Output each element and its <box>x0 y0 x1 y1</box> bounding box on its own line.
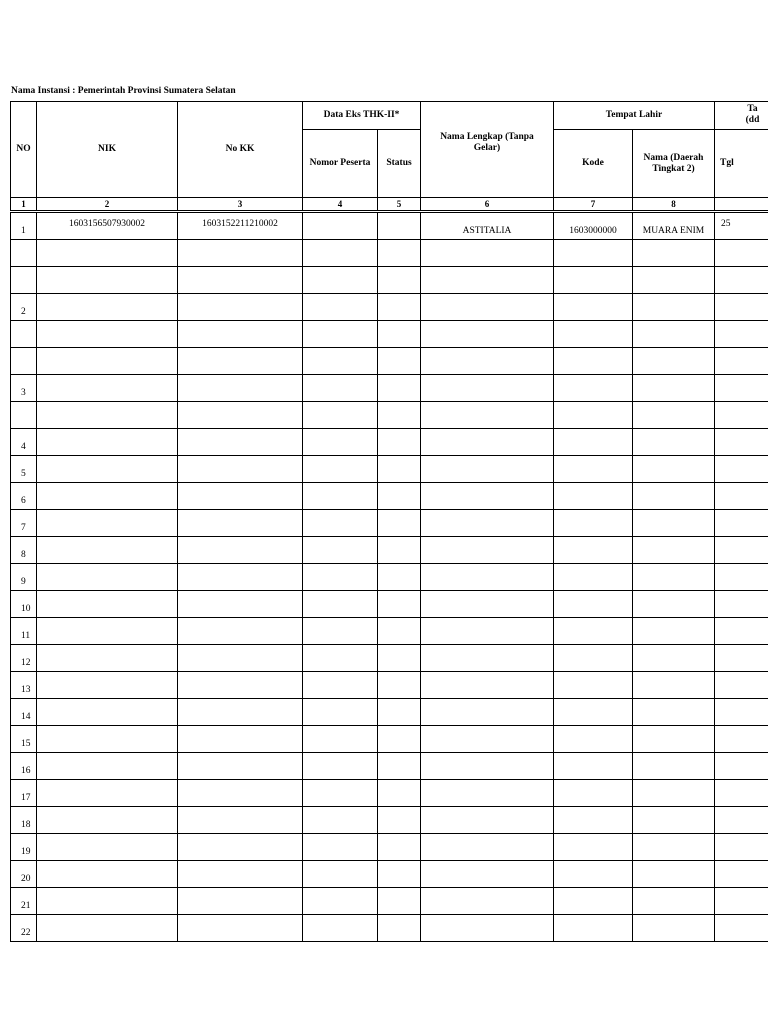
kode-cell <box>554 240 633 267</box>
nama-lengkap-cell <box>421 267 554 294</box>
nama-lengkap-cell <box>421 294 554 321</box>
status-cell <box>378 672 421 699</box>
row-number: 1 <box>11 213 37 240</box>
row-number: 4 <box>11 429 37 456</box>
status-cell <box>378 726 421 753</box>
nomor-peserta-cell <box>303 429 378 456</box>
nomor-peserta-cell <box>303 618 378 645</box>
nomor-peserta-cell <box>303 753 378 780</box>
nik-cell <box>37 375 178 402</box>
nik-cell <box>37 618 178 645</box>
status-cell <box>378 321 421 348</box>
kode-cell <box>554 267 633 294</box>
nik-cell <box>37 672 178 699</box>
kode-cell <box>554 888 633 915</box>
column-number: 6 <box>421 198 554 211</box>
no-kk-cell <box>178 780 303 807</box>
nik-cell <box>37 240 178 267</box>
nomor-peserta-cell <box>303 321 378 348</box>
no-kk-cell <box>178 564 303 591</box>
tgl-cell <box>715 807 768 834</box>
no-kk-cell <box>178 456 303 483</box>
nama-lengkap-cell <box>421 375 554 402</box>
no-kk-cell <box>178 240 303 267</box>
nomor-peserta-cell <box>303 267 378 294</box>
tgl-cell <box>715 888 768 915</box>
col-nomor-peserta-header: Nomor Peserta <box>303 130 378 198</box>
nomor-peserta-cell <box>303 834 378 861</box>
table-row <box>11 807 768 834</box>
tgl-cell <box>715 564 768 591</box>
nama-daerah-cell <box>633 834 715 861</box>
nik-cell <box>37 294 178 321</box>
nomor-peserta-cell <box>303 645 378 672</box>
nomor-peserta-cell <box>303 240 378 267</box>
nama-daerah-cell <box>633 267 715 294</box>
no-kk-cell <box>178 699 303 726</box>
kode-cell: 1603000000 <box>554 213 633 240</box>
no-kk-cell <box>178 348 303 375</box>
no-kk-cell <box>178 834 303 861</box>
nama-daerah-cell <box>633 429 715 456</box>
status-cell <box>378 456 421 483</box>
table-row <box>11 753 768 780</box>
column-number: 1 <box>11 198 37 211</box>
row-number: 19 <box>11 834 37 861</box>
nama-daerah-cell <box>633 807 715 834</box>
status-cell <box>378 402 421 429</box>
table-row <box>11 672 768 699</box>
nama-lengkap-cell <box>421 672 554 699</box>
nama-daerah-cell <box>633 564 715 591</box>
status-cell <box>378 591 421 618</box>
nomor-peserta-cell <box>303 591 378 618</box>
nik-cell <box>37 510 178 537</box>
row-number: 3 <box>11 375 37 402</box>
column-number: 7 <box>554 198 633 211</box>
no-kk-cell <box>178 861 303 888</box>
no-kk-cell <box>178 375 303 402</box>
nomor-peserta-cell <box>303 537 378 564</box>
tgl-cell <box>715 348 768 375</box>
row-number <box>11 402 37 429</box>
nomor-peserta-cell <box>303 564 378 591</box>
nama-lengkap-cell <box>421 807 554 834</box>
nama-lengkap-cell <box>421 753 554 780</box>
table-row <box>11 888 768 915</box>
nama-lengkap-cell <box>421 591 554 618</box>
status-cell <box>378 888 421 915</box>
nama-daerah-cell <box>633 915 715 942</box>
kode-cell <box>554 375 633 402</box>
no-kk-cell <box>178 753 303 780</box>
nomor-peserta-cell <box>303 726 378 753</box>
kode-cell <box>554 807 633 834</box>
kode-cell <box>554 402 633 429</box>
column-number: 8 <box>633 198 715 211</box>
nama-daerah-cell <box>633 537 715 564</box>
kode-cell <box>554 348 633 375</box>
table-row <box>11 564 768 591</box>
kode-cell <box>554 699 633 726</box>
tgl-cell <box>715 429 768 456</box>
nama-daerah-cell <box>633 726 715 753</box>
col-tanggal-label: Ta <box>747 104 758 114</box>
nomor-peserta-cell <box>303 888 378 915</box>
nik-cell <box>37 537 178 564</box>
table-row <box>11 456 768 483</box>
nomor-peserta-cell <box>303 699 378 726</box>
no-kk-cell <box>178 591 303 618</box>
status-cell <box>378 618 421 645</box>
nomor-peserta-cell <box>303 456 378 483</box>
status-cell <box>378 429 421 456</box>
status-cell <box>378 348 421 375</box>
nama-daerah-cell <box>633 888 715 915</box>
no-kk-cell <box>178 618 303 645</box>
nama-lengkap-cell <box>421 348 554 375</box>
nomor-peserta-cell <box>303 375 378 402</box>
data-table <box>10 101 768 942</box>
no-kk-cell <box>178 672 303 699</box>
nama-daerah-cell <box>633 672 715 699</box>
status-cell <box>378 267 421 294</box>
tgl-cell <box>715 780 768 807</box>
nik-cell <box>37 807 178 834</box>
nik-cell <box>37 402 178 429</box>
kode-cell <box>554 456 633 483</box>
nama-daerah-cell <box>633 510 715 537</box>
col-tempat-lahir-header: Tempat Lahir <box>554 102 715 130</box>
nama-lengkap-cell <box>421 618 554 645</box>
row-number: 9 <box>11 564 37 591</box>
table-row <box>11 348 768 375</box>
tgl-cell <box>715 645 768 672</box>
kode-cell <box>554 645 633 672</box>
table-row <box>11 699 768 726</box>
row-number <box>11 267 37 294</box>
col-nama-daerah-header: Nama (Daerah Tingkat 2) <box>633 130 715 198</box>
nama-lengkap-cell <box>421 240 554 267</box>
status-cell <box>378 213 421 240</box>
row-number: 11 <box>11 618 37 645</box>
nama-lengkap-cell <box>421 888 554 915</box>
nik-cell <box>37 915 178 942</box>
form-sheet <box>10 101 768 944</box>
row-number: 5 <box>11 456 37 483</box>
nik-cell <box>37 645 178 672</box>
table-row <box>11 537 768 564</box>
column-number: 2 <box>37 198 178 211</box>
col-nama-lengkap-header: Nama Lengkap (Tanpa Gelar) <box>421 102 554 198</box>
no-kk-cell <box>178 537 303 564</box>
row-number: 2 <box>11 294 37 321</box>
nama-lengkap-cell <box>421 456 554 483</box>
col-tanggal-format: (dd <box>745 115 760 125</box>
nama-lengkap-cell <box>421 726 554 753</box>
nik-cell <box>37 267 178 294</box>
nama-daerah-cell <box>633 645 715 672</box>
kode-cell <box>554 321 633 348</box>
status-cell <box>378 861 421 888</box>
table-row <box>11 213 768 240</box>
nama-lengkap-cell <box>421 834 554 861</box>
table-row <box>11 915 768 942</box>
nomor-peserta-cell <box>303 483 378 510</box>
column-number: 4 <box>303 198 378 211</box>
col-kode-header: Kode <box>554 130 633 198</box>
tgl-cell <box>715 699 768 726</box>
tgl-cell <box>715 915 768 942</box>
nama-daerah-cell <box>633 483 715 510</box>
status-cell <box>378 753 421 780</box>
kode-cell <box>554 294 633 321</box>
col-tgl-header: Tgl <box>715 130 768 198</box>
no-kk-cell <box>178 645 303 672</box>
col-data-eks-header: Data Eks THK-II* <box>303 102 421 130</box>
nomor-peserta-cell <box>303 402 378 429</box>
nik-cell <box>37 861 178 888</box>
kode-cell <box>554 537 633 564</box>
kode-cell <box>554 915 633 942</box>
row-number: 15 <box>11 726 37 753</box>
nik-cell <box>37 699 178 726</box>
col-status-header: Status <box>378 130 421 198</box>
tgl-cell <box>715 321 768 348</box>
row-number: 14 <box>11 699 37 726</box>
kode-cell <box>554 672 633 699</box>
row-number: 22 <box>11 915 37 942</box>
row-number: 10 <box>11 591 37 618</box>
table-row <box>11 618 768 645</box>
row-number: 21 <box>11 888 37 915</box>
table-row <box>11 510 768 537</box>
table-row <box>11 402 768 429</box>
table-row <box>11 780 768 807</box>
table-row <box>11 726 768 753</box>
row-number: 18 <box>11 807 37 834</box>
table-row <box>11 321 768 348</box>
table-row <box>11 645 768 672</box>
nama-lengkap-cell <box>421 537 554 564</box>
table-row <box>11 375 768 402</box>
nomor-peserta-cell <box>303 780 378 807</box>
table-row <box>11 591 768 618</box>
nama-lengkap-cell <box>421 861 554 888</box>
nama-daerah-cell <box>633 240 715 267</box>
column-number <box>715 198 768 211</box>
table-row <box>11 483 768 510</box>
row-number <box>11 321 37 348</box>
tgl-cell <box>715 753 768 780</box>
nik-cell <box>37 321 178 348</box>
tgl-cell <box>715 834 768 861</box>
no-kk-cell <box>178 294 303 321</box>
no-kk-cell <box>178 321 303 348</box>
nama-lengkap-cell <box>421 483 554 510</box>
tgl-cell <box>715 861 768 888</box>
no-kk-cell <box>178 888 303 915</box>
no-kk-cell <box>178 429 303 456</box>
tgl-cell <box>715 456 768 483</box>
nama-daerah-cell <box>633 294 715 321</box>
tgl-cell <box>715 375 768 402</box>
nik-cell <box>37 726 178 753</box>
table-row <box>11 861 768 888</box>
nik-cell <box>37 591 178 618</box>
nik-cell: 1603156507930002 <box>37 213 178 240</box>
nama-lengkap-cell <box>421 321 554 348</box>
row-number: 7 <box>11 510 37 537</box>
nama-daerah-cell <box>633 699 715 726</box>
status-cell <box>378 699 421 726</box>
tgl-cell <box>715 510 768 537</box>
nik-cell <box>37 483 178 510</box>
row-number: 6 <box>11 483 37 510</box>
nama-daerah-cell <box>633 753 715 780</box>
kode-cell <box>554 429 633 456</box>
nama-lengkap-cell <box>421 915 554 942</box>
status-cell <box>378 294 421 321</box>
status-cell <box>378 780 421 807</box>
row-number: 16 <box>11 753 37 780</box>
tgl-cell <box>715 402 768 429</box>
kode-cell <box>554 861 633 888</box>
table-row <box>11 267 768 294</box>
nama-daerah-cell <box>633 618 715 645</box>
no-kk-cell <box>178 807 303 834</box>
col-tanggal-header <box>715 102 768 130</box>
kode-cell <box>554 726 633 753</box>
kode-cell <box>554 780 633 807</box>
nama-lengkap-cell <box>421 429 554 456</box>
nama-daerah-cell <box>633 348 715 375</box>
nik-cell <box>37 564 178 591</box>
nomor-peserta-cell <box>303 807 378 834</box>
kode-cell <box>554 510 633 537</box>
status-cell <box>378 834 421 861</box>
nomor-peserta-cell <box>303 510 378 537</box>
no-kk-cell <box>178 726 303 753</box>
tgl-cell <box>715 240 768 267</box>
nomor-peserta-cell <box>303 294 378 321</box>
col-no-header: NO <box>11 102 37 198</box>
nama-daerah-cell <box>633 375 715 402</box>
nama-lengkap-cell <box>421 564 554 591</box>
row-number: 13 <box>11 672 37 699</box>
table-row <box>11 240 768 267</box>
nama-lengkap-cell <box>421 402 554 429</box>
no-kk-cell <box>178 402 303 429</box>
nomor-peserta-cell <box>303 213 378 240</box>
tgl-cell <box>715 672 768 699</box>
nama-daerah-cell <box>633 780 715 807</box>
tgl-cell <box>715 618 768 645</box>
row-number: 12 <box>11 645 37 672</box>
nik-cell <box>37 834 178 861</box>
column-number: 5 <box>378 198 421 211</box>
nomor-peserta-cell <box>303 915 378 942</box>
table-row <box>11 834 768 861</box>
tgl-cell <box>715 267 768 294</box>
nama-lengkap-cell <box>421 780 554 807</box>
row-number <box>11 240 37 267</box>
col-nik-header: NIK <box>37 102 178 198</box>
nama-daerah-cell <box>633 591 715 618</box>
tgl-cell <box>715 591 768 618</box>
tgl-cell <box>715 483 768 510</box>
col-no-kk-header: No KK <box>178 102 303 198</box>
no-kk-cell <box>178 267 303 294</box>
no-kk-cell <box>178 915 303 942</box>
kode-cell <box>554 564 633 591</box>
status-cell <box>378 483 421 510</box>
nomor-peserta-cell <box>303 861 378 888</box>
status-cell <box>378 807 421 834</box>
nama-lengkap-cell <box>421 645 554 672</box>
column-number-row <box>11 198 768 211</box>
nama-daerah-cell <box>633 456 715 483</box>
nama-daerah-cell <box>633 402 715 429</box>
kode-cell <box>554 591 633 618</box>
nomor-peserta-cell <box>303 672 378 699</box>
row-number <box>11 348 37 375</box>
row-number: 20 <box>11 861 37 888</box>
status-cell <box>378 645 421 672</box>
tgl-cell <box>715 294 768 321</box>
kode-cell <box>554 618 633 645</box>
no-kk-cell <box>178 483 303 510</box>
nama-daerah-cell <box>633 321 715 348</box>
status-cell <box>378 375 421 402</box>
table-row <box>11 294 768 321</box>
table-row <box>11 429 768 456</box>
row-number: 8 <box>11 537 37 564</box>
status-cell <box>378 240 421 267</box>
instansi-label: Nama Instansi : Pemerintah Provinsi Sumatera Selatan <box>11 86 236 96</box>
tgl-cell <box>715 537 768 564</box>
nomor-peserta-cell <box>303 348 378 375</box>
kode-cell <box>554 753 633 780</box>
no-kk-cell: 1603152211210002 <box>178 213 303 240</box>
nik-cell <box>37 780 178 807</box>
nik-cell <box>37 753 178 780</box>
tgl-cell: 25 <box>715 213 768 240</box>
column-number: 3 <box>178 198 303 211</box>
nama-daerah-cell: MUARA ENIM <box>633 213 715 240</box>
kode-cell <box>554 834 633 861</box>
nama-lengkap-cell <box>421 699 554 726</box>
nama-lengkap-cell <box>421 510 554 537</box>
row-number: 17 <box>11 780 37 807</box>
nik-cell <box>37 348 178 375</box>
status-cell <box>378 510 421 537</box>
nama-lengkap-cell: ASTITALIA <box>421 213 554 240</box>
status-cell <box>378 537 421 564</box>
status-cell <box>378 564 421 591</box>
kode-cell <box>554 483 633 510</box>
nik-cell <box>37 456 178 483</box>
tgl-cell <box>715 726 768 753</box>
no-kk-cell <box>178 510 303 537</box>
nik-cell <box>37 888 178 915</box>
nik-cell <box>37 429 178 456</box>
nama-daerah-cell <box>633 861 715 888</box>
status-cell <box>378 915 421 942</box>
